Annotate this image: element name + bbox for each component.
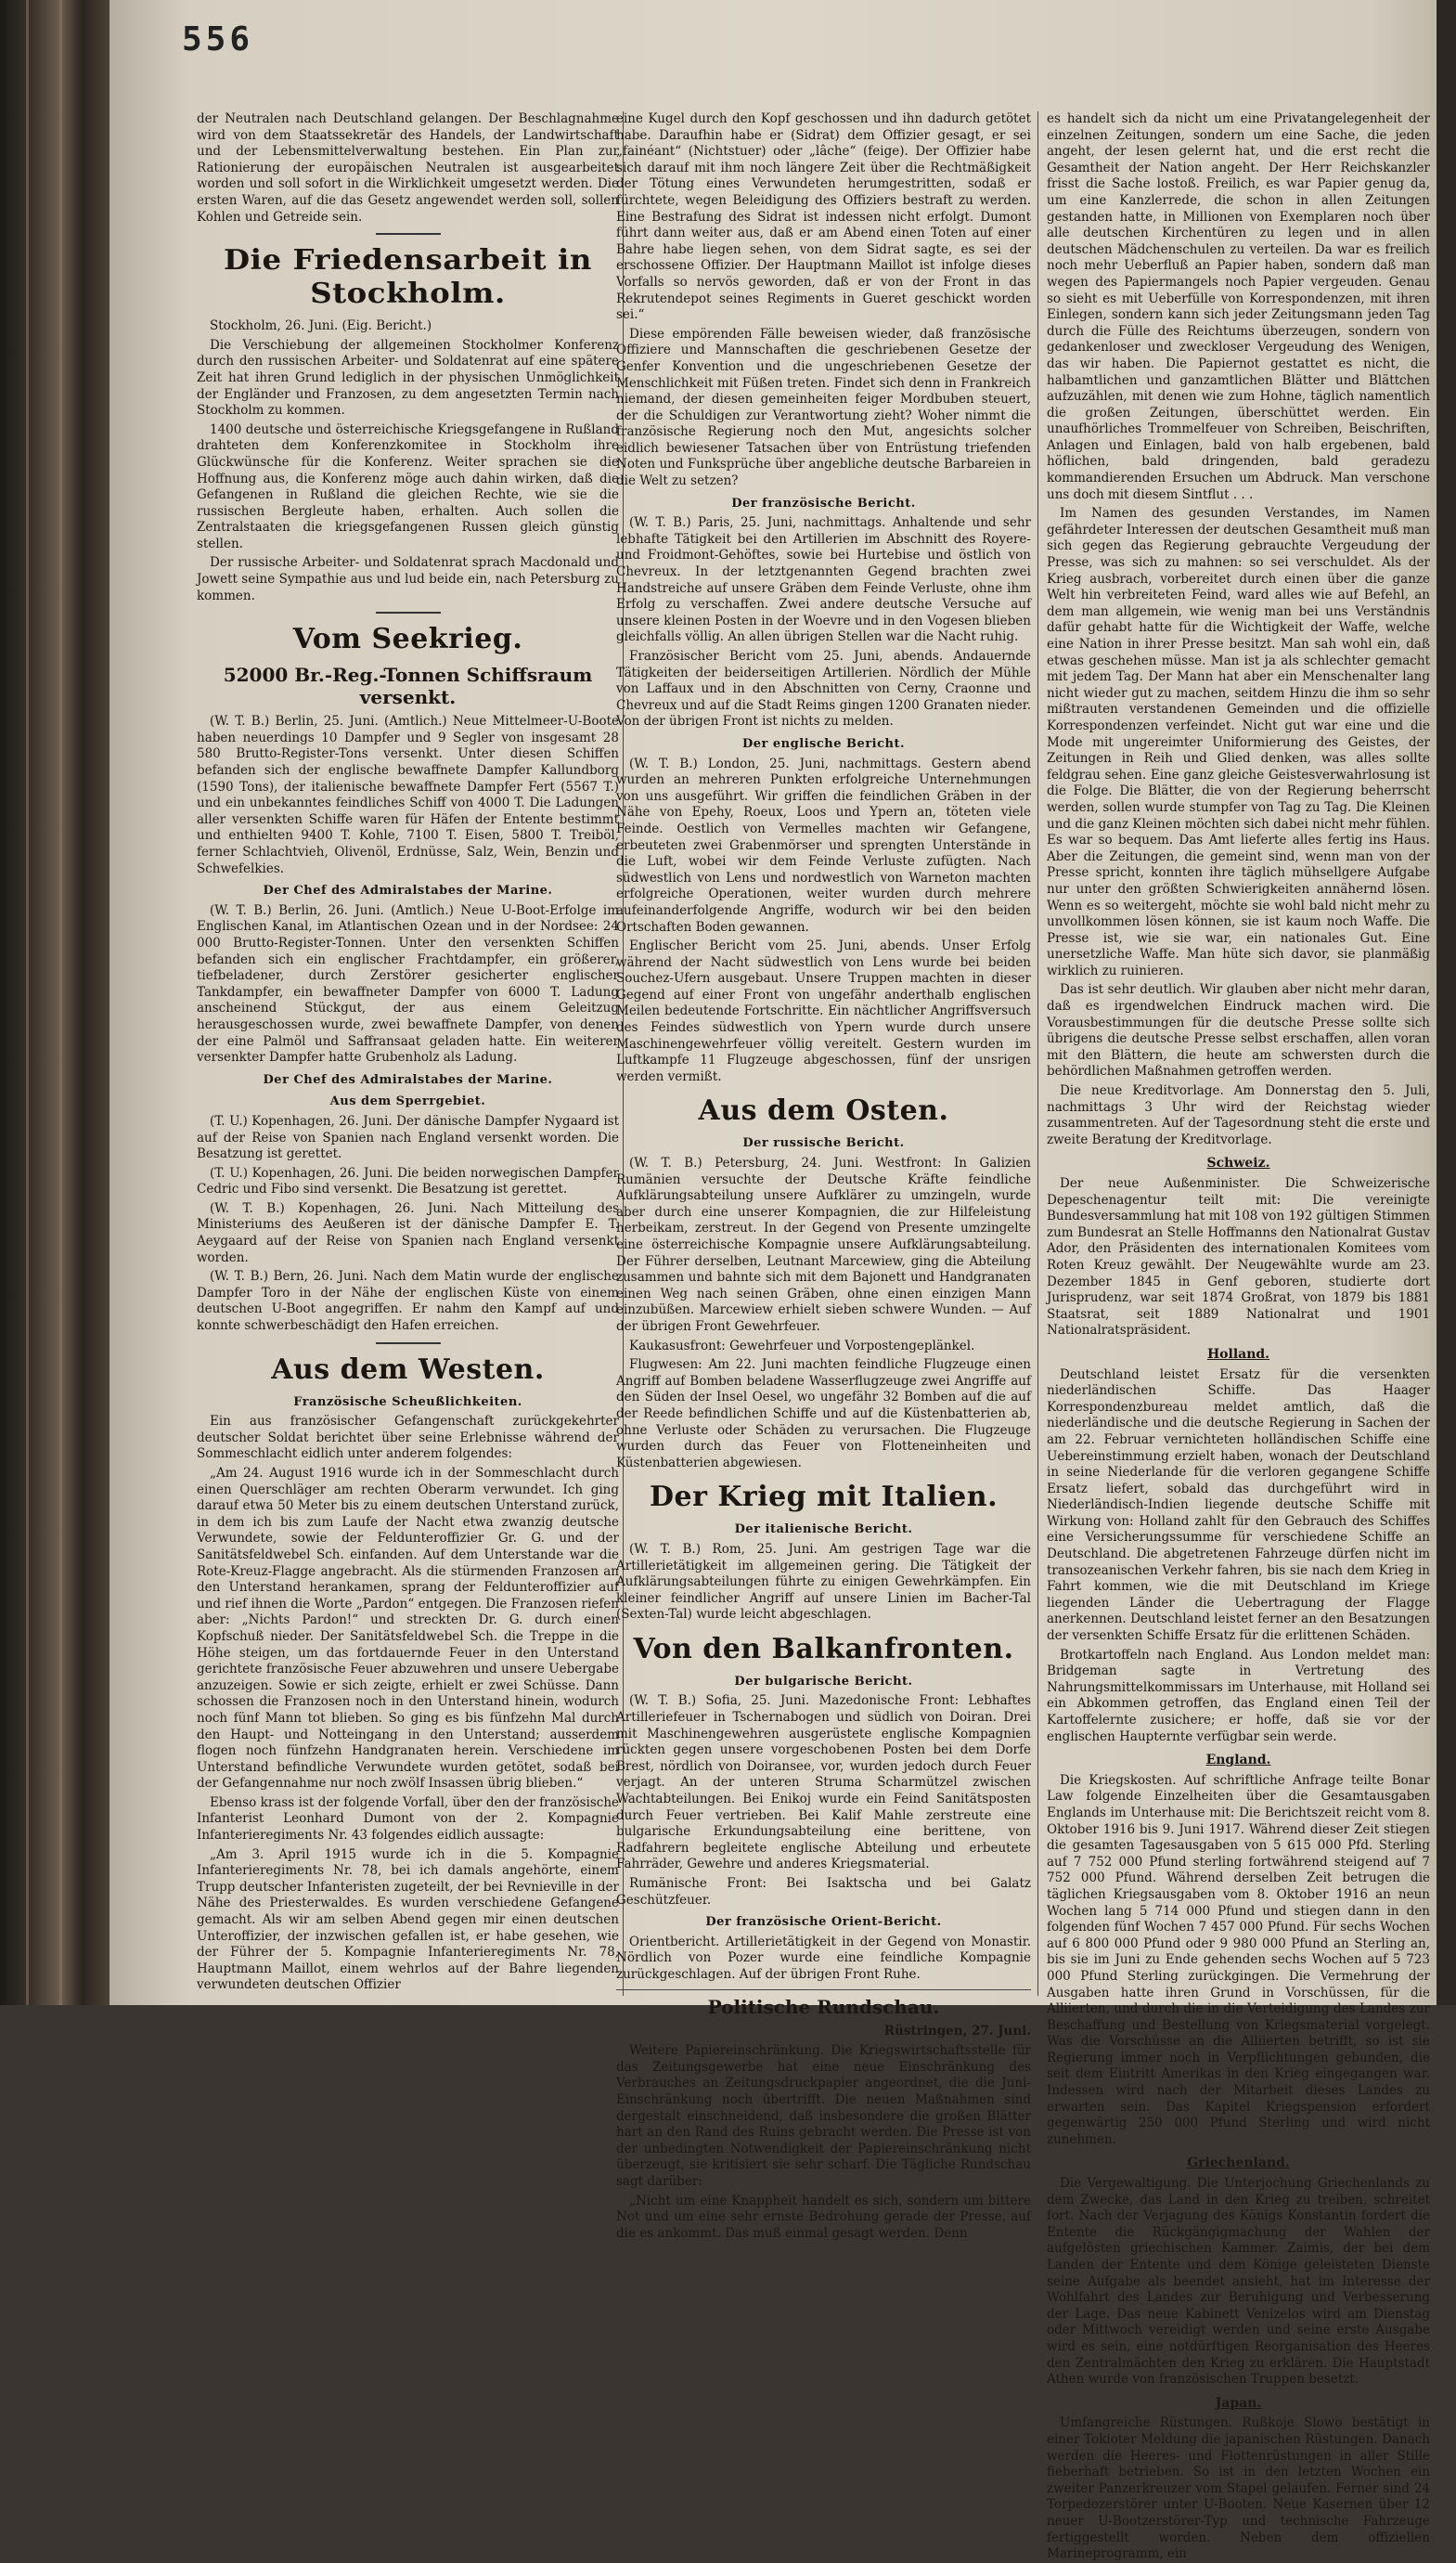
article-paragraph: „Am 3. April 1915 wurde ich in die 5. Kompagnie Infanterieregiments Nr. 78, bei ich damals angehörte, einem Trupp deutscher Infanteristen zugeteilt, der bei Revnieville in der Nähe des Priesterwaldes. Es wurden verschiedene Gefangene gemacht. Als wir am selben Abend gegen mir einen deutschen Unteroffizier, der inzwischen gefallen ist, er habe gesehen, wie der Führer der 5. Kompagnie Infanterieregiments Nr. 78, Hauptmann Maillot, einem wehrlos auf der Bahre liegenden verwundeten deutschen Offizier bbox=[197, 1846, 619, 1993]
article-paragraph: es handelt sich da nicht um eine Privatangelegenheit der einzelnen Zeitungen, sondern um eine Sache, die jeden angeht, der lesen gelernt hat, und die erst recht die Gesamtheit der Nation angeht. Der Herr Reichskanzler frisst die Sache lostoß. Freilich, es war Papier genug da, um eine Kanzlerrede, die schon in allen Zeitungen gestanden hatte, in Millionen von Exemplaren noch über alle deutschen Kirchentüren zu legen und in allen deutschen Mädchenschulen zu verteilen. Da war es freilich noch mehr Ueberfluß an Papier haben, sondern daß man wegen des Papiermangels noch Papier vergeuden. Genau so sieht es mit Ueberfülle von Korrespondenzen, mit ihren Einlegen, sondern kann sich jeder Zeitungsmann jeden Tag durch die Fülle des Reichtums überzeugen, sondern von gedankenloser und zweckloser Vergeudung des Wenigen, das wir haben. Die Papiernot gestattet es nicht, die halbamtlichen und ganzamtlichen Blätter und Blättchen aufzuzählen, mit denen wie zum Hohne, täglich namentlich die großen Zeitungen, überschüttet werden. Ein unaufhörliches Trommelfeuer von Schreiben, Beischriften, Anlagen und Einlagen, bald von halb ergebenen, bald höflichen, bald dringenden, bald geradezu kommandierenden Ersuchen um Abdruck. Man verschone uns doch mit diesem Sintflut . . . bbox=[1047, 111, 1430, 502]
article-paragraph: (W. T. B.) Petersburg, 24. Juni. Westfront: In Galizien Rumänien versuchte der Deutsche Kräfte feindliche Aufklärungsabteilung unsere Aufklärer zu umzingeln, wurde aber durch eine unserer Kompagnien, die zur Hilfeleistung herbeikam, zerstreut. In der Gegend von Presente umzingelte eine österreichische Kompagnie unsere Aufklärungsabteilung. Der Führer derselben, Leutnant Marcewiew, ging die Abteilung zusammen und bahnte sich mit dem Bajonett und Handgranaten einen Weg nach seinen Gräben, ohne einen einzigen Mann einzubüßen. Marcewiew erhielt sieben schwere Wunden. — Auf der übrigen Front Gewehrfeuer. bbox=[616, 1156, 1031, 1334]
article-paragraph: Das ist sehr deutlich. Wir glauben aber nicht mehr daran, daß es irgendwelchen Eindruck machen wird. Die Vorausbestimmungen für die deutsche Presse sollte sich übrigens die deutsche Presse selbst erschaffen, allen voran mit den Blättern, die heute am schwersten durch die behördlichen Maßnahmen getroffen werden. bbox=[1047, 982, 1430, 1080]
book-binding bbox=[0, 0, 110, 2005]
article-paragraph: Englischer Bericht vom 25. Juni, abends. Unser Erfolg während der Nacht südwestlich von Lens wurde bei beiden Souchez-Ufern ausgebaut. Unsere Truppen machten in dieser Gegend auf einer Front von ungefähr anderthalb englischen Meilen bedeutende Fortschritte. Ein nächtlicher Angriffsversuch des Feindes südwestlich von Ypern wurde durch unsere Maschinengewehrfeuer völlig vereitelt. Gestern wurden im Luftkampfe 11 Flugzeuge abgeschossen, fünf der unsrigen werden vermißt. bbox=[616, 938, 1031, 1084]
headline-stockholm: Die Friedensarbeit in Stockholm. bbox=[224, 244, 592, 311]
article-paragraph: Die neue Kreditvorlage. Am Donnerstag den 5. Juli, nachmittags 3 Uhr wird der Reichstag wieder zusammentreten. Auf der Tagesordnung steht die erste und zweite Beratung der Kreditvorlage. bbox=[1047, 1083, 1430, 1147]
article-paragraph: Kaukasusfront: Gewehrfeuer und Vorpostengeplänkel. bbox=[629, 1338, 975, 1353]
article-paragraph: (W. T. B.) Kopenhagen, 26. Juni. Nach Mitteilung des Ministeriums des Aeußeren ist der dänische Dampfer E. T. Aeygaard auf der Reise von Spanien nach England versenkt worden. bbox=[197, 1200, 619, 1265]
article-paragraph: Die Vergewaltigung. Die Unterjochung Griechenlands zu dem Zwecke, das Land in den Krieg zu treiben, schreitet fort. Nach der Verjagung des Königs Konstantin fordert die Entente die Rückgängigmachung der Wahlen der aufgelösten griechischen Kammer. Zaimis, der bei dem Landen der Entente und dem Könige geleisteten Dienste seine Aufgabe als beendet ansieht, hat im Interesse der Wohlfahrt des Landes zur Beruhigung und Verbesserung der Lage. Das neue Kabinett Venizelos wird am Dienstag oder Mittwoch vereidigt werden und seine erste Ausgabe wird es sein, eine notdürftigen Reorganisation des Heeres den Zentralmächten den Krieg zu erklären. Die Hauptstadt Athen wurde von französischen Truppen besetzt. bbox=[1047, 2176, 1430, 2388]
column-rule-2 bbox=[1037, 111, 1038, 1996]
intro-paragraph: der Neutralen nach Deutschland gelangen. Der Beschlagnahme wird von dem Staatssekretär des Handels, der Landwirtschaft und der Lebensmittelverwaltung bestehen. Ein Plan zur Rationierung der europäischen Neutralen ist ausgearbeitet worden und soll sofort in die Wirklichkeit umgesetzt werden. Die ersten Waren, auf die das Gesetz angewendet werden soll, sollen Kohlen und Getreide sein. bbox=[197, 111, 619, 225]
column-left bbox=[197, 111, 619, 1991]
right-edge bbox=[1437, 0, 1456, 2005]
section-heading: England. bbox=[1205, 1753, 1271, 1768]
signature: Der Chef des Admiralstabes der Marine. bbox=[263, 1072, 553, 1087]
section-heading: Aus dem Sperrgebiet. bbox=[329, 1094, 486, 1109]
section-heading: Französische Scheußlichkeiten. bbox=[293, 1394, 522, 1409]
article-paragraph: Die Kriegskosten. Auf schriftliche Anfrage teilte Bonar Law folgende Einzelheiten über die Gesamtausgaben Englands im Unterhause mit: Die Berichtszeit reicht vom 8. Oktober 1916 bis 9. Juni 1917. Während dieser Zeit stiegen die gesamten Tagesausgaben von 5 615 000 Pfd. Sterling auf 7 752 000 Pfund sterling fortwährend steigend auf 7 752 000 Pfund. Während derselben Zeit betrugen die täglichen Kriegsausgaben vom 8. Oktober 1916 an neun Wochen lang 5 714 000 Pfund und stiegen dann in den folgenden fünf Wochen 7 457 000 Pfund. Für sechs Wochen auf 6 800 000 Pfund oder 9 980 000 Pfund an Sterling an, bis sie im Juni zu Ende gehenden sechs Wochen auf 5 723 000 Pfund Sterling zurückgingen. Die Vermehrung der Ausgaben hatte ihren Grund in Vorschüssen, für die Alliierten, und durch die in die Verteidigung des Landes zur Beschaffung und Bestellung von Kriegsmaterial vorgelegt. Was die Vorschüsse an die Alliierten betrifft, so ist sie Regierung immer noch in Verpflichtungen gebunden, die seit dem Eintritt Amerikas in den Krieg eingegangen war. Indessen wird nach der Mitarbeit dieses Landes zu erwarten sein. Das Kapitel Kriegspension erfordert gegenwärtig 250 000 Pfund Sterling und wird nicht zunehmen. bbox=[1047, 1772, 1430, 2147]
article-paragraph: Der neue Außenminister. Die Schweizerische Depeschenagentur teilt mit: Die vereinigte Bundesversammlung hat mit 108 von 192 gültigen Stimmen zum Bundesrat an Stelle Hoffmanns den Nationalrat Gustav Ador, den Präsidenten des internationalen Komitees vom Roten Kreuz gewählt. Der Neugewählte wurde am 23. Dezember 1845 in Genf geboren, studierte dort Jurisprudenz, war seit 1874 Großrat, von 1879 bis 1881 Staatsrat, seit 1889 Nationalrat und 1901 Nationalratspräsident. bbox=[1047, 1176, 1430, 1339]
section-heading: Der französische Bericht. bbox=[731, 496, 916, 511]
article-paragraph: Umfangreiche Rüstungen. Rußkoje Slowo bestätigt in einer Tokioter Meldung die japanischen Rüstungen. Danach werden die Heeres- und Flottenrüstungen in aller Stille fieberhaft betrieben. So ist in den letzten Wochen ein zweiter Panzerkreuzer vom Stapel gelaufen. Ferner sind 24 Torpedozerstörer unter U-Booten. Neue Kasernen über 12 neuer U-Bootzerstörer-Typ und technische Fahrzeuge fertiggestellt worden. Neben dem offiziellen Marineprogramm, ein bbox=[1047, 2415, 1430, 2562]
signature: Der Chef des Admiralstabes der Marine. bbox=[263, 884, 553, 899]
subheadline-tonnen: 52000 Br.-Reg.-Tonnen Schiffsraum versenkt. bbox=[223, 664, 593, 709]
section-heading: Der englische Bericht. bbox=[741, 736, 906, 751]
article-paragraph: 1400 deutsche und österreichische Kriegsgefangene in Rußland drahteten dem Konferenzkomitee in Stockholm ihre Glückwünsche für die Konferenz. Weiter sprachen sie die Hoffnung aus, die Konferenz möge auch dahin wirken, daß die Gefangenen in Rußland die gleichen Rechte, wie sie die russischen Bergleute haben, erhalten. Auch sollen die Zentralstaaten die kriegsgefangenen Russen gleich günstig stellen. bbox=[197, 421, 619, 551]
column-right bbox=[1047, 111, 1430, 2562]
article-paragraph: (W. T. B.) Rom, 25. Juni. Am gestrigen Tage war die Artillerietätigkeit im allgemeinen gering. Die Tätigkeit der Aufklärungsabteilungen führte zu einigen Gewehrkämpfen. Ein kleiner feindlicher Angriff auf unsere Linien im Bacher-Tal (Sexten-Tal) wurde leicht abgeschlagen. bbox=[616, 1541, 1031, 1623]
dateline: Rüstringen, 27. Juni. bbox=[883, 2023, 1031, 2039]
article-paragraph: Ebenso krass ist der folgende Vorfall, über den der französische Infanterist Leonhard Dumont von der 2. Kompagnie Infanterieregiments Nr. 43 folgendes eidlich aussagte: bbox=[197, 1794, 619, 1844]
article-paragraph: Die Verschiebung der allgemeinen Stockholmer Konferenz durch den russischen Arbeiter- und Soldatenrat auf eine spätere Zeit hat ihren Grund lediglich in der physischen Unmöglichkeit der Engländer und Franzosen, zu dem angesetzten Termin nach Stockholm zu kommen. bbox=[197, 337, 619, 419]
section-heading: Japan. bbox=[1215, 2395, 1262, 2411]
headline-rundschau: Politische Rundschau. bbox=[707, 1995, 940, 2018]
separator bbox=[376, 233, 441, 235]
article-paragraph: (W. T. B.) Berlin, 25. Juni. (Amtlich.) Neue Mittelmeer-U-Boote haben neuerdings 10 Dampfer und 9 Segler von insgesamt 28 580 Brutto-Register-Tons versenkt. Unter diesen Schiffen befanden sich der englische bewaffnete Dampfer Kallundborg (1590 Tons), der italienische bewaffnete Dampfer Fert (5567 T.) und ein unbekanntes feindliches Schiff von 4000 T. Die Ladungen aller versenkten Schiffe waren für Häfen der Entente bestimmt und enthielten 9400 T. Kohle, 7100 T. Eisen, 5800 T. Treiböl, ferner Schlachtvieh, Olivenöl, Erdnüsse, Salz, Wein, Benzin und Schwefelkies. bbox=[197, 714, 619, 876]
dateline: Stockholm, 26. Juni. (Eig. Bericht.) bbox=[210, 318, 432, 334]
section-heading: Der französische Orient-Bericht. bbox=[705, 1915, 942, 1930]
page-number: 556 bbox=[182, 20, 254, 58]
article-paragraph: Rumänische Front: Bei Isaktscha und bei Galatz Geschützfeuer. bbox=[616, 1876, 1031, 1908]
separator bbox=[376, 612, 441, 614]
section-heading: Schweiz. bbox=[1206, 1156, 1270, 1171]
article-paragraph: „Am 24. August 1916 wurde ich in der Sommeschlacht durch einen Querschläger am rechten Oberarm verwundet. Ich ging darauf etwa 50 Meter bis zu einem deutschen Unterstand zurück, in dem ich bis zum Laufe der Nacht etwa zwanzig deutsche Verwundete, sowie der Feldunteroffizier Gr. G. und der Sanitätsfeldwebel Sch. einfanden. Auf dem Unterstande war die Rote-Kreuz-Flagge angebracht. Als die stürmenden Franzosen an den Unterstand herankamen, sprang der Feldunteroffizier auf und rief ihnen die Worte „Pardon“ entgegen. Die Franzosen riefen aber: „Nichts Pardon!“ und streckten Dr. G. durch einen Kopfschuß nieder. Der Sanitätsfeldwebel Sch. die Treppe in die Höhe steigen, um das fortdauernde Feuer in den Unterstand gerichtete französische Feuer abzuwehren und unsere Uebergabe anzuzeigen. Sowie er sich zeigte, erhielt er zwei Schüsse. Dann schossen die Franzosen noch in den Unterstand hinein, wodurch noch fünf Mann tot blieben. So ging es bis fünfzehn Mal durch den Haupt- und Notteingang in den Unterstand; ausserdem flogen noch fünfzehn Handgranaten herein. Verschiedene im Unterstand befindliche Verwundete wurden getötet, sodaß bei der Gefangennahme nur noch zwölf Insassen übrig blieben.“ bbox=[197, 1466, 619, 1792]
article-paragraph: (W. T. B.) London, 25. Juni, nachmittags. Gestern abend wurden an mehreren Punkten erfolgreiche Unternehmungen von uns ausgeführt. Wir griffen die feindlichen Gräben in der Nähe von Epehy, Roeux, Loos und Ypern an, töteten viele Feinde. Oestlich von Vermelles machten wir Gefangene, erbeuteten zwei Grabenmörser und sprengten Unterstände in die Luft, wobei wir dem Feinde Verluste zufügten. Nach südwestlich von Lens und nordwestlich von Warneton machten erfolgreiche Operationen, weiter wurden durch mehrere aufeinanderfolgende Angriffe, wodurch wir bei den beiden Ortschaften Boden gewannen. bbox=[616, 756, 1031, 935]
article-paragraph: (W. T. B.) Sofia, 25. Juni. Mazedonische Front: Lebhaftes Artilleriefeuer in Tschernabogen und südlich von Doiran. Drei mit Maschinengewehren ausgerüstete englische Kompagnien rückten gegen unsere vorgeschobenen Posten bei dem Dorfe Brest, nördlich von Doiransee, vor, wurden jedoch durch Feuer verjagt. An der unteren Struma Scharmützel zwischen Wachtabteilungen. Bei Enikoj wurde ein Feind Sanitätsposten durch Feuer vertrieben. Bei Kalif Mahle zerstreute eine bulgarische Erkundungsabteilung eine berittene, von Radfahrern begleitete englische Abteilung und erbeutete Fahrräder, Gewehre und anderes Kriegsmaterial. bbox=[616, 1693, 1031, 1872]
article-paragraph: Deutschland leistet Ersatz für die versenkten niederländischen Schiffe. Das Haager Korrespondenzbureau meldet amtlich, daß die niederländische und die deutsche Regierung in Sachen der am 22. Februar vernichteten holländischen Schiffe eine Uebereinstimmung erzielt haben, wonach der Deutschland in seine Niederlande für die verloren gegangene Schiffe Ersatz liefert, sobald das durchgeführt wird in Niederländisch-Indien liegende deutsche Schiffe mit Wirkung von: Holland zahlt für den Gebrauch des Schiffes eine Versicherungssumme für verschiedene Schiffe an Deutschland. Die abgetretenen Fahrzeuge dürfen nicht im transozeanischen Verkehr fahren, bis sie nach dem Krieg in Fahrt kommen, wie die mit Deutschland im Kriege liegenden Länder die Uebertragung der Flagge anerkennen. Deutschland leistet ferner an den Besatzungen der versenkten Schiffe Ersatz für die erlittenen Schäden. bbox=[1047, 1366, 1430, 1644]
section-heading: Holland. bbox=[1206, 1346, 1270, 1362]
headline-seekrieg: Vom Seekrieg. bbox=[292, 623, 523, 656]
article-paragraph: „Nicht um eine Knappheit handelt es sich, sondern um bittere Not und um eine sehr ernste Bedrohung gerade der Presse, auf die es ankommt. Das muß einmal gesagt werden. Denn bbox=[616, 2193, 1031, 2241]
article-paragraph: (W. T. B.) Paris, 25. Juni, nachmittags. Anhaltende und sehr lebhafte Tätigkeit bei den Artillerien im Abschnitt des Royere- und Froidmont-Gehöftes, sowie bei Hurtebise und östlich von Chevreux. In der letztgenannten Gegend brachten zwei Handstreiche auf unsere Gräben dem Feinde Verluste, ohne ihm Erfolg zu verschaffen. Zwei andere deutsche Versuche auf unsere kleinen Posten in der Woevre und in den Vogesen blieben gleichfalls völlig. An allen übrigen Stellen war die Nacht ruhig. bbox=[616, 515, 1031, 645]
article-paragraph: (W. T. B.) Bern, 26. Juni. Nach dem Matin wurde der englische Dampfer Toro in der Nähe der englischen Küste von einem deutschen U-Boot angegriffen. Er nahm den Kampf auf und konnte schwerbeschädigt den Hafen erreichen. bbox=[197, 1269, 619, 1334]
column-middle bbox=[616, 111, 1031, 2241]
article-paragraph: Im Namen des gesunden Verstandes, im Namen gefährdeter Interessen der deutschen Gesamtheit muß man sich gegen das Regierung gebrauchte Vergeudung der Presse, was sich zu mahnen: so sei verschuldet. Als der Krieg ausbrach, vorbereitet durch einen über die ganze Welt hin verbreiteten Feind, ward alles wie auf Befehl, an dem man allgemein, wie wenig man bei uns Verständnis dafür gehabt hatte für die Wichtigkeit der Waffe, welche eine Nation in ihrer Presse besitzt. Man sah wohl ein, daß etwas geschehen müsse. Man ist ja als schlechter gemacht mit jedem Tag. Der Mann hat aber ein Menschenalter lang nicht wieder gut zu machen, seitdem Hinzu die ihm so sehr mißtrauten verstandenen Gemeinden und die offizielle Korrespondenzen verfeindet. Nicht gut war eine und die Mode mit ungereimter Uniformierung des Geistes, der Zeitungen in Reih und Glied denken, was alles sollte feldgrau sehen. Eine ganz gleiche Geistesverwahrlosung ist die Folge. Die Blätter, die von der Regierung beherrscht werden, sollen wurde stumpfer von Tag zu Tag. Die Kleinen und die ganz Kleinen möchten sich dabei nicht mehr fühlen. Es war so bequem. Das Amt lieferte alles fertig ins Haus. Aber die Zeitungen, die gemeint sind, wenn man von der Presse spricht, konnten ihre täglich mühsellgere Aufgabe nur unter den größten Schwierigkeiten annähernd lösen. Wenn es so weitergeht, möchte sie wohl bald nicht mehr zu unvollkommen lösen können, sie ist kaum noch Waffe. Die Presse ist, wie sie war, ein nationales Gut. Eine unersetzliche Waffe. Man hüte sich davor, sie planmäßig wirklich zu ruinieren. bbox=[1047, 506, 1430, 978]
headline-westen: Aus dem Westen. bbox=[271, 1353, 545, 1386]
article-paragraph: (T. U.) Kopenhagen, 26. Juni. Die beiden norwegischen Dampfer Cedric und Fibo sind versenkt. Die Besatzung ist gerettet. bbox=[197, 1165, 619, 1197]
section-heading: Der italienische Bericht. bbox=[734, 1522, 913, 1537]
section-heading: Der russische Bericht. bbox=[742, 1136, 905, 1151]
newspaper-page bbox=[110, 0, 1437, 2562]
section-heading: Griechenland. bbox=[1187, 2155, 1290, 2171]
article-paragraph: (W. T. B.) Berlin, 26. Juni. (Amtlich.) Neue U-Boot-Erfolge im Englischen Kanal, im Atlantischen Ozean und in der Nordsee: 24 000 Brutto-Register-Tonnen. Unter den versenkten Schiffen befanden sich ein englischer Frachtdampfer, ein größerer, tiefbeladener, durch Zerstörer gesicherter englischer Tankdampfer, ein bewaffneter Dampfer von 6000 T. Ladung anscheinend Stückgut, der aus einem Geleitzug herausgeschossen wurde, zwei bewaffnete Dampfer, von denen der eine Palmöl und Saffransaat geladen hatte. Ein weiterer versenkter Dampfer hatte Grubenholz als Ladung. bbox=[197, 902, 619, 1066]
section-heading: Der bulgarische Bericht. bbox=[734, 1674, 913, 1689]
separator bbox=[376, 1342, 441, 1344]
article-paragraph: Brotkartoffeln nach England. Aus London meldet man: Bridgeman sagte in Vertretung des Nahrungsmittelkommissars im Unterhause, mit Holland sei ein Abkommen getroffen, das England einen Teil der Kartoffelernte zusichere; er hoffe, daß sie vor der englischen Haupternte verfügbar sein werde. bbox=[1047, 1647, 1430, 1744]
article-paragraph: Weitere Papiereinschränkung. Die Kriegswirtschaftsstelle für das Zeitungsgewerbe hat eine neue Einschränkung des Verbrauches an Zeitungsdruckpapier angeordnet, die die Juni-Einschränkung noch übertrifft. Die neuen Maßnahmen sind dergestalt einschneidend, daß insbesondere die großen Blätter hart an den Rand des Ruins gebracht werden. Die Presse ist von der unbedingten Notwendigkeit der Papiereinschränkung nicht überzeugt, sie kritisiert sie sehr scharf. Die Tägliche Rundschau sagt darüber: bbox=[616, 2043, 1031, 2189]
headline-osten: Aus dem Osten. bbox=[698, 1094, 949, 1128]
article-paragraph: Der russische Arbeiter- und Soldatenrat sprach Macdonald und Jowett seine Sympathie aus und lud beide ein, nach Petersburg zu kommen. bbox=[197, 555, 619, 603]
headline-italien: Der Krieg mit Italien. bbox=[649, 1481, 999, 1514]
headline-balkan: Von den Balkanfronten. bbox=[633, 1632, 1014, 1665]
separator bbox=[616, 1989, 1031, 1990]
article-paragraph: Französischer Bericht vom 25. Juni, abends. Andauernde Tätigkeiten der beiderseitigen Artillerien. Nördlich der Mühle von Laffaux und in den Abschnitten von Cerny, Craonne und Chevreux und auf die Stadt Reims gingen 1200 Granaten nieder. Von der übrigen Front ist nichts zu melden. bbox=[616, 649, 1031, 730]
article-paragraph: Flugwesen: Am 22. Juni machten feindliche Flugzeuge einen Angriff auf Bomben beladene Wasserflugzeuge zwei Angriffe auf den Süden der Insel Oesel, wo ungefähr 32 Bomben auf die auf der Reede befindlichen Schiffe und auf die Küstenbatterien ab, ohne Verluste oder Schäden zu verursachen. Die Flugzeuge wurden durch das Feuer von Flotteneinheiten und Küstenbatterien abgewiesen. bbox=[616, 1357, 1031, 1470]
article-paragraph: eine Kugel durch den Kopf geschossen und ihn dadurch getötet habe. Daraufhin habe er (Sidrat) dem Offizier gesagt, er sei „fainéant“ (Nichtstuer) oder „lâche“ (feige). Der Offizier habe sich darauf mit ihm noch längere Zeit über die Rechtmäßigkeit der Tötung eines Verwundeten herumgestritten, sodaß er fürchtete, wegen Beleidigung des Offiziers bestraft zu werden. Eine Bestrafung des Sidrat ist indessen nicht erfolgt. Dumont führt dann weiter aus, daß er am Abend einen Toten auf einer Bahre habe liegen sehen, von dem Sidrat sagte, es sei der erschossene Offizier. Der Hauptmann Maillot ist infolge dieses Vorfalls so nervös geworden, daß er von der Front in das Rekrutendepot seines Regiments in Gueret geschickt worden sei.“ bbox=[616, 111, 1031, 323]
article-paragraph: (T. U.) Kopenhagen, 26. Juni. Der dänische Dampfer Nygaard ist auf der Reise von Spanien nach England versenkt worden. Die Besatzung ist gerettet. bbox=[197, 1113, 619, 1162]
article-paragraph: Diese empörenden Fälle beweisen wieder, daß französische Offiziere und Mannschaften die geschriebenen Gesetze der Genfer Konvention und die ungeschriebenen Gesetze der Menschlichkeit mit Füßen treten. Findet sich denn in Frankreich niemand, der diesen gemeinheiten feiger Mordbuben steuert, der die Schuldigen zur Verantwortung zieht? Woher nimmt die französische Regierung noch den Mut, angesichts solcher eidlich bewiesener Tatsachen über von Entrüstung triefenden Noten und Funksprüche über angebliche deutsche Barbareien in die Welt zu setzen? bbox=[616, 326, 1031, 489]
article-paragraph: Ein aus französischer Gefangenschaft zurückgekehrter deutscher Soldat berichtet über seine Erlebnisse während der Sommeschlacht eidlich unter anderem folgendes: bbox=[197, 1414, 619, 1462]
article-paragraph: Orientbericht. Artillerietätigkeit in der Gegend von Monastir. Nördlich von Pozer wurde eine feindliche Kompagnie zurückgeschlagen. Auf der übrigen Front Ruhe. bbox=[616, 1934, 1031, 1982]
